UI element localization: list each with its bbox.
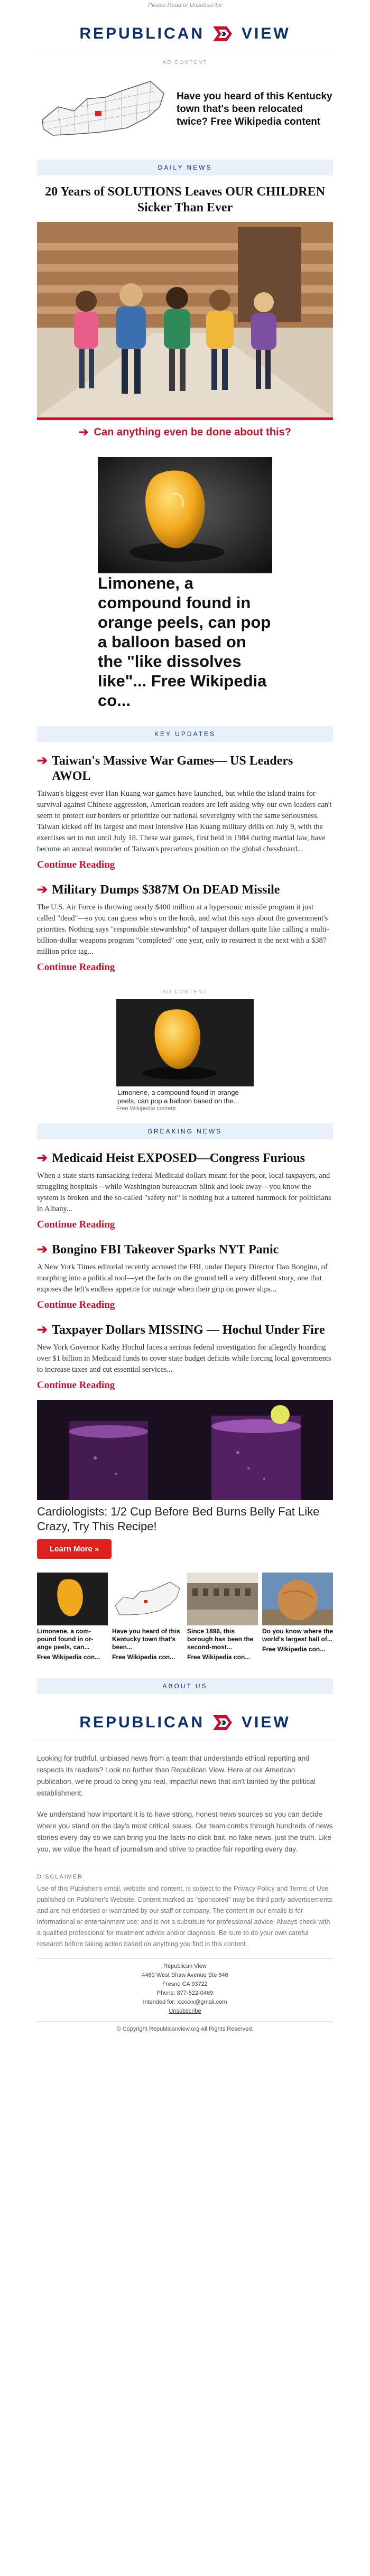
story-body: When a state starts ransacking federal Medicaid dollars meant for the poor, local taxpayers, and struggling hospitals—while Washington bureaucrats blink and look away—you know the system is broken and the so-called "safety net" is nothing but a tattered hammock for politicians in Albany... <box>37 1171 331 1213</box>
ad-kentucky[interactable] <box>37 70 333 156</box>
about-paragraph-2: We understand how important it is to have strong, honest news sources so you can decide where you stand on the day's most critical issues. Our team combs through hundreds of news stories every day so we can bring you the facts-no click bait, no fake news, just the truth. Like you, we value the heart of journalism and strive to practice fair reporting every day. <box>37 1810 333 1853</box>
story-hochul <box>37 1319 333 1400</box>
story-body: A New York Times editorial recently accused the FBI, under Deputy Director Dan Bongino, of morphing into a political tool—yet the facts on the ground tell a very different story, one that exposes the left's endless appetite for outrage when their grip on power slips... <box>37 1263 328 1294</box>
arrow-right-icon: ➔ <box>37 1151 48 1165</box>
story-taiwan <box>37 750 333 879</box>
ad-label: AD CONTENT <box>162 989 208 995</box>
ad-cardiologists-text[interactable]: Cardiologists: 1/2 Cup Before Bed Burns Belly Fat Like Crazy, Try This Recipe! <box>37 1505 320 1533</box>
ad-mini-text[interactable]: Limonene, a compound found in orange peels, can pop a balloon based on the... <box>117 1089 239 1105</box>
hero-caption-text[interactable]: Can anything even be done about this? <box>94 426 291 438</box>
ad-limonene-small[interactable] <box>116 999 254 1112</box>
ad-limonene-large[interactable] <box>90 457 280 710</box>
footer-phone: Phone: 877-522-0469 <box>156 1990 214 1996</box>
balloon-photo-image[interactable] <box>98 457 272 573</box>
grid-ad-item[interactable] <box>37 1573 108 1661</box>
arrow-right-icon: ➔ <box>37 1323 48 1337</box>
ad-mini-source: Free Wikipedia content <box>116 1105 176 1112</box>
grid-ad-source: Free Wikipedia con... <box>37 1653 100 1661</box>
arrow-right-icon: ➔ <box>37 754 48 768</box>
grid-ad-title[interactable]: Since 1896, this borough has been the second-most... <box>187 1628 254 1651</box>
flag-mark-icon <box>211 23 235 44</box>
about-paragraph-1: Looking for truthful, unbiased news from a team that understands ethical reporting and respects its readers? Look no further than Republican View. Here at our American publication, we're proud to bring you real, impactful news that isn't tainted by the political establishment. <box>37 1754 316 1797</box>
continue-reading-link[interactable]: Continue Reading <box>37 859 115 870</box>
continue-reading-link[interactable]: Continue Reading <box>37 1380 115 1391</box>
copyright: © Copyright Republicanview.org All Rights Reserved. <box>116 2026 254 2032</box>
ad-label: AD CONTENT <box>162 60 208 66</box>
story-body: Taiwan's biggest-ever Han Kuang war games have launched, but while the island trains for survival against Chinese aggression, American readers are left asking why our own leaders can't seem to protect our borders or prioritize our national sovereignty with the same seriousness. Taiwan kicked off its largest and most intensive Han Kuang military drills on July 9, with the exercises set to run until July 18. These war games, first held in 1984 during martial law, have become an annual reminder of Taiwan's precarious position on the global chessboard... <box>37 789 332 853</box>
grid-ad-item[interactable] <box>112 1573 183 1661</box>
daily-headline[interactable]: 20 Years of SOLUTIONS Leaves OUR CHILDREN Sicker Than Ever <box>45 185 325 215</box>
newsletter <box>37 0 333 2041</box>
footer-city: Fresno CA 93722 <box>162 1981 208 1987</box>
section-breaking-news: BREAKING NEWS <box>37 1123 333 1139</box>
ad-kentucky-text[interactable]: Have you heard of this Kentucky town that's been relocated twice? Free Wikipedia content <box>177 91 332 127</box>
brand-left: REPUBLICAN <box>79 25 205 42</box>
arrow-right-icon: ➔ <box>37 1243 48 1257</box>
large-ball-image[interactable] <box>262 1573 333 1625</box>
footer-intended: Intended for: xxxxxx@gmail.com <box>143 1999 227 2005</box>
section-daily-news: DAILY NEWS <box>37 160 333 175</box>
ad-limonene-title[interactable]: Limonene, a compound found in orange peels, can pop a balloon based on the "like dissolves like"... Free Wikipedia co... <box>98 574 271 710</box>
preheader[interactable]: Please Read or Unsubscribe <box>147 2 223 8</box>
story-missile <box>37 879 333 982</box>
footer-name: Republican View <box>163 1963 207 1969</box>
ad-cardiologists[interactable] <box>37 1400 333 1559</box>
brand-right: VIEW <box>242 1714 291 1731</box>
footer-street: 4460 West Shaw Avenue Ste 646 <box>142 1972 228 1978</box>
grid-ad-source: Free Wikipedia con... <box>262 1645 326 1653</box>
story-body: The U.S. Air Force is throwing nearly $400 million at a hypersonic missile program it just called "dead"—so you can guess who's on the hook, and what this says about the government's priorities. Nothing says "responsible stewardship" of taxpayer dollars quite like calling a multi-billion-dollar weapons program "completed" one year, only to resurrect it the next with a $387 million price tag... <box>37 903 329 956</box>
story-title[interactable]: ➔ Medicaid Heist EXPOSED—Congress Furious <box>37 1151 306 1165</box>
footer-address <box>37 1959 333 2021</box>
section-about-us: ABOUT US <box>37 1678 333 1694</box>
balloon-photo-image[interactable] <box>116 999 254 1086</box>
grid-ad-source: Free Wikipedia con... <box>187 1653 251 1661</box>
borough-photo-image[interactable] <box>187 1573 258 1625</box>
disclaimer-text: Use of this Publisher's email, website and content, is subject to the Privacy Policy and Terms of Use published on Publisher's Website. Content marked as "sponsored" may be third party advertisements and are not endorsed or warranted by our staff or company. The content in our emails is for informational or entertainment use; and is not a substitute for professional advice. Always check with a qualified professional for treatment advice and/or diagnosis. Be sure to do your own careful research before taking action based on anything you find in this content. <box>37 1885 332 1948</box>
grid-ad-title[interactable]: Have you heard of this Kentucky town that's been... <box>112 1628 180 1651</box>
section-key-updates: KEY UPDATES <box>37 726 333 742</box>
continue-reading-link[interactable]: Continue Reading <box>37 1299 115 1310</box>
grid-ad-item[interactable] <box>187 1573 258 1661</box>
grid-ad-source: Free Wikipedia con... <box>112 1653 175 1661</box>
story-title[interactable]: ➔ Taxpayer Dollars MISSING — Hochul Under Fire <box>37 1323 325 1337</box>
brand-left: REPUBLICAN <box>79 1714 205 1731</box>
disclaimer-heading: DISCLAIMER <box>37 1874 84 1880</box>
kentucky-map-image[interactable] <box>37 70 169 149</box>
grid-ad-item[interactable] <box>262 1573 333 1661</box>
balloon-photo-image[interactable] <box>37 1573 108 1625</box>
sponsored-grid <box>37 1559 333 1675</box>
continue-reading-link[interactable]: Continue Reading <box>37 1219 115 1230</box>
story-body: New York Governor Kathy Hochul faces a serious federal investigation for allegedly hoarding over $1 billion in Medicaid funds to cover state budget deficits while forcing local governments to increase taxes and cut essential services... <box>37 1343 331 1374</box>
hero-caption-link[interactable] <box>37 417 333 452</box>
story-title[interactable]: ➔ Military Dumps $387M On DEAD Missile <box>37 883 280 897</box>
children-walking-image[interactable] <box>37 222 333 417</box>
arrow-right-icon: ➔ <box>37 883 48 897</box>
story-medicaid <box>37 1148 333 1239</box>
brand-logo[interactable] <box>37 14 333 52</box>
story-title[interactable]: ➔ Bongino FBI Takeover Sparks NYT Panic <box>37 1243 279 1257</box>
learn-more-button[interactable]: Learn More » <box>37 1539 112 1559</box>
unsubscribe-link[interactable]: Unsubscribe <box>169 2008 201 2014</box>
story-title[interactable]: ➔ Taiwan's Massive War Games— US Leaders AWOL <box>37 754 293 783</box>
grid-ad-title[interactable]: Limonene, a com-pound found in or-ange peels, can... <box>37 1628 94 1651</box>
brand-right: VIEW <box>242 25 291 42</box>
flag-mark-icon <box>211 1712 235 1733</box>
continue-reading-link[interactable]: Continue Reading <box>37 962 115 973</box>
brand-logo-footer[interactable] <box>37 1703 333 1741</box>
grid-ad-title[interactable]: Do you know where the world's largest ball of... <box>262 1628 334 1643</box>
kentucky-map-image[interactable] <box>112 1573 183 1625</box>
purple-drink-image[interactable] <box>37 1400 333 1500</box>
arrow-right-icon: ➔ <box>79 425 89 439</box>
story-bongino <box>37 1239 333 1319</box>
